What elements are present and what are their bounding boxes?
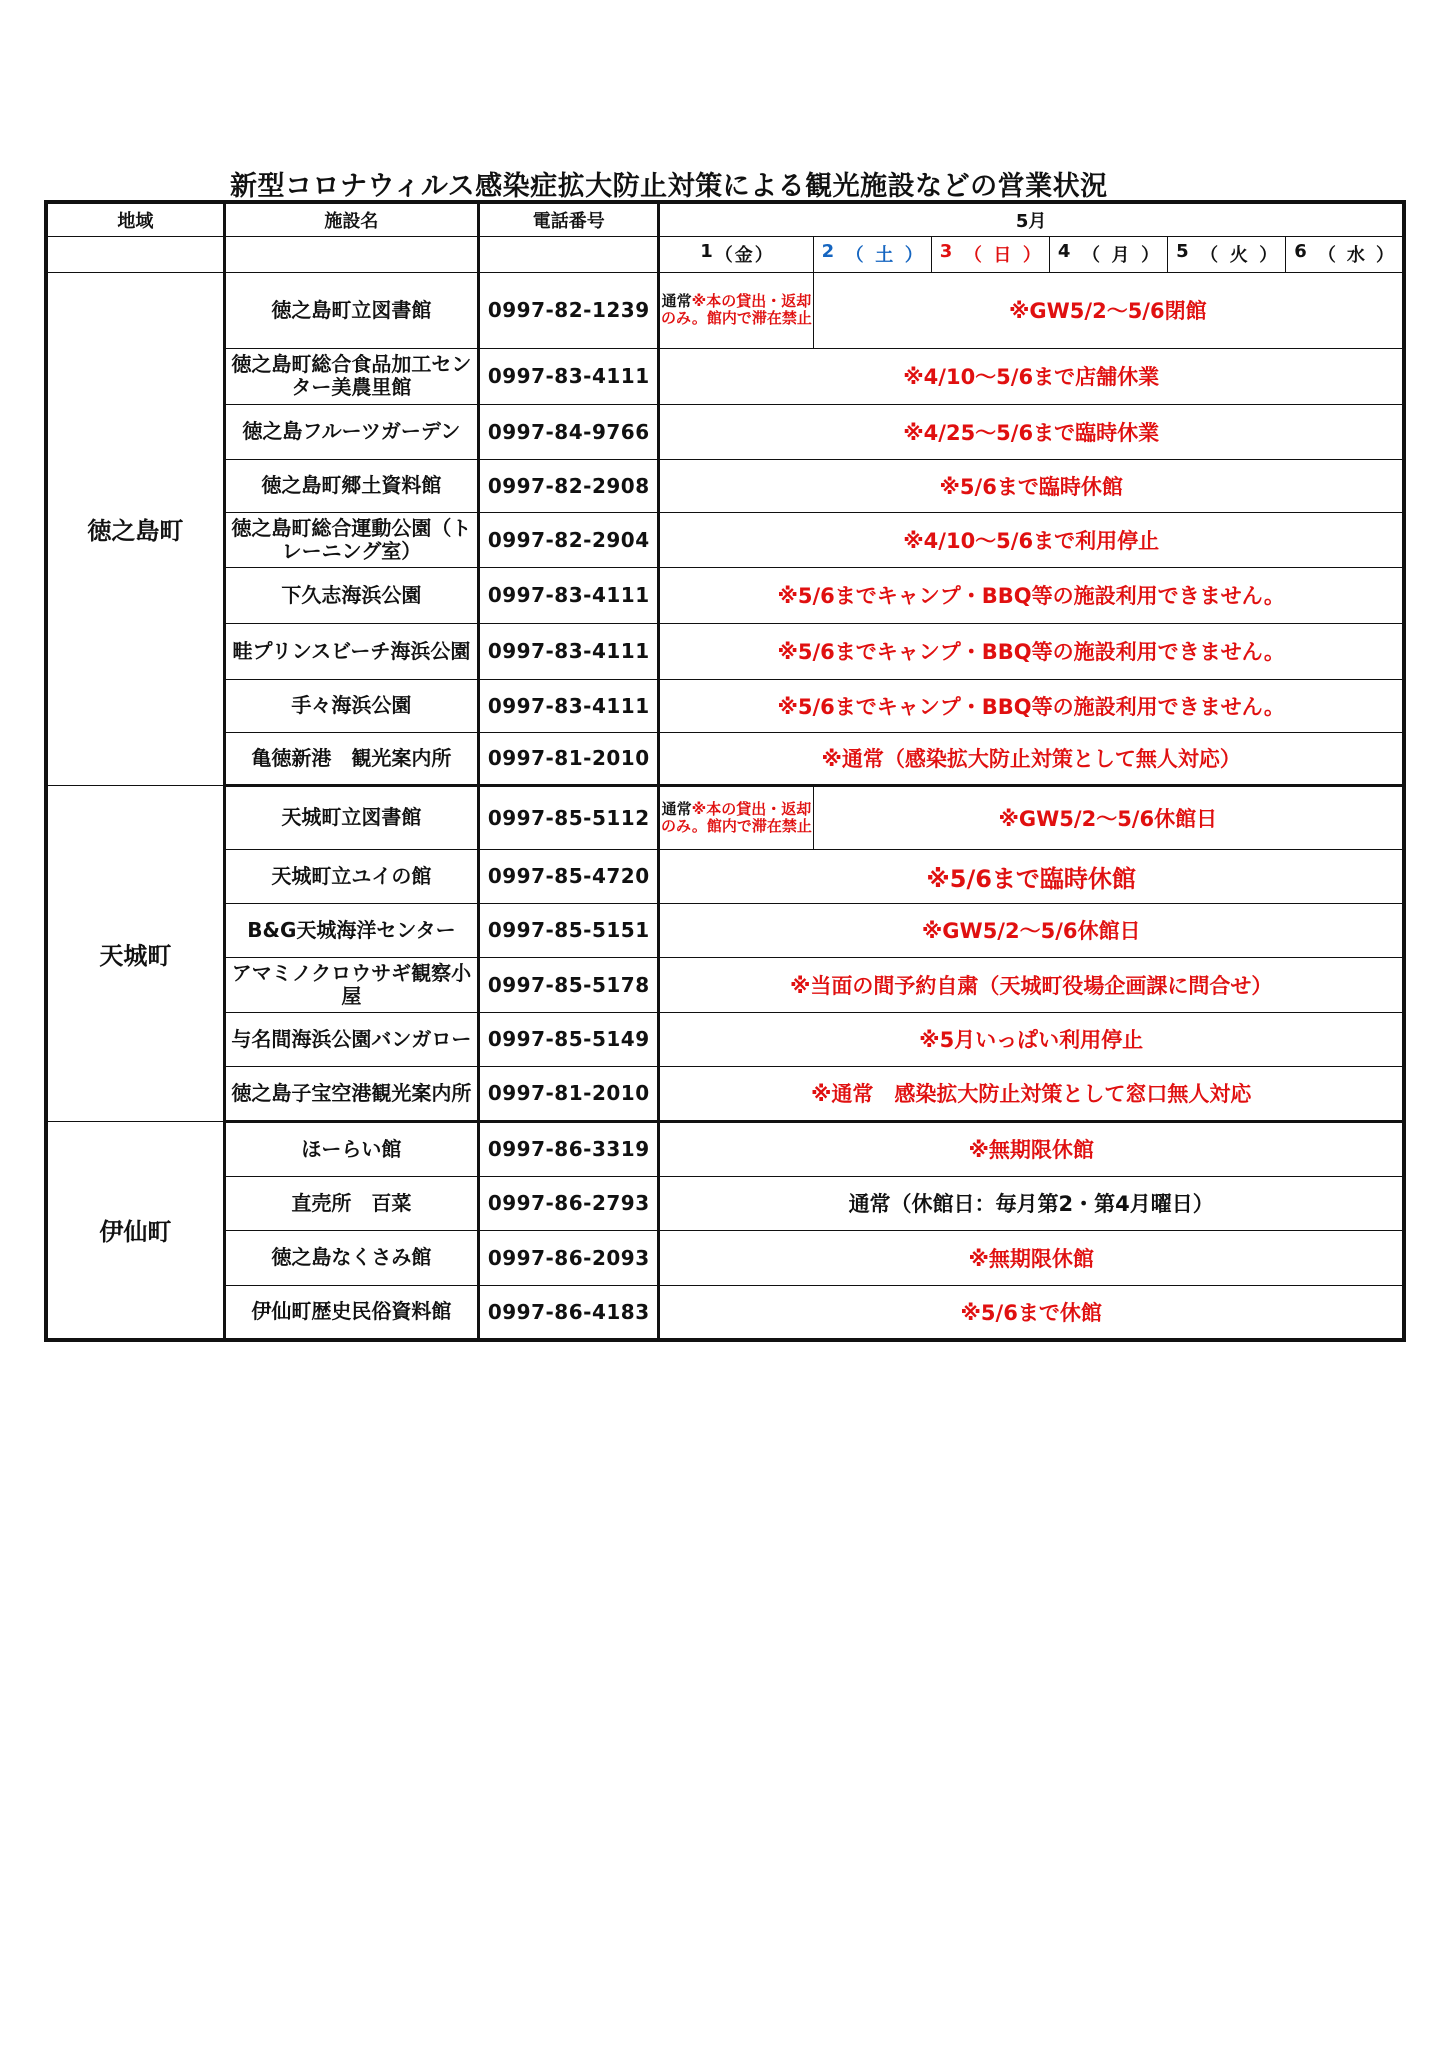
facility-name: 天城町立図書館 [224, 785, 478, 849]
facility-name: 下久志海浜公園 [224, 567, 478, 623]
status-text: ※5/6まで臨時休館 [659, 849, 1404, 903]
region-amagi: 天城町 [46, 785, 224, 1121]
table-row [46, 348, 1404, 404]
phone-number: 0997-83-4111 [479, 567, 659, 623]
facility-name: 手々海浜公園 [224, 679, 478, 732]
phone-number: 0997-85-5178 [479, 957, 659, 1012]
day-1: 1 （ 金 ） [659, 236, 813, 272]
phone-number: 0997-83-4111 [479, 679, 659, 732]
day1-note: 通常※本の貸出・返却のみ。館内で滞在禁止 [659, 272, 813, 348]
facility-name: 徳之島町郷土資料館 [224, 459, 478, 512]
day-3: 3 （ 日 ） [931, 236, 1049, 272]
phone-number: 0997-81-2010 [479, 1066, 659, 1121]
facility-name: 伊仙町歴史民俗資料館 [224, 1285, 478, 1340]
table-row [46, 1176, 1404, 1230]
facility-name: 徳之島フルーツガーデン [224, 404, 478, 459]
status-text: ※GW5/2～5/6休館日 [659, 903, 1404, 957]
status-text: ※5月いっぱい利用停止 [659, 1012, 1404, 1066]
facility-name: 徳之島町総合運動公園（トレーニング室） [224, 512, 478, 567]
facility-name: 亀徳新港 観光案内所 [224, 732, 478, 785]
facility-status-table [44, 200, 1406, 1342]
status-text: ※4/25～5/6まで臨時休業 [659, 404, 1404, 459]
phone-number: 0997-85-5149 [479, 1012, 659, 1066]
phone-number: 0997-82-2908 [479, 459, 659, 512]
header-region: 地域 [46, 202, 224, 236]
phone-number: 0997-85-5112 [479, 785, 659, 849]
day1-note: 通常※本の貸出・返却のみ。館内で滞在禁止 [659, 785, 813, 849]
phone-number: 0997-81-2010 [479, 732, 659, 785]
table-row [46, 903, 1404, 957]
status-text: ※通常（感染拡大防止対策として無人対応） [659, 732, 1404, 785]
status-text: ※通常 感染拡大防止対策として窓口無人対応 [659, 1066, 1404, 1121]
day-header-row [46, 236, 1404, 272]
phone-number: 0997-86-3319 [479, 1121, 659, 1176]
facility-name: 与名間海浜公園バンガロー [224, 1012, 478, 1066]
table-row [46, 1012, 1404, 1066]
status-text: ※GW5/2～5/6閉館 [813, 272, 1404, 348]
day-4: 4 （ 月 ） [1049, 236, 1167, 272]
phone-number: 0997-83-4111 [479, 623, 659, 679]
day-5: 5 （ 火 ） [1168, 236, 1286, 272]
table-row [46, 1230, 1404, 1285]
status-text: ※5/6までキャンプ・BBQ等の施設利用できません。 [659, 623, 1404, 679]
table-row [46, 679, 1404, 732]
header-facility: 施設名 [224, 202, 478, 236]
facility-name: 徳之島町立図書館 [224, 272, 478, 348]
region-tokunoshima: 徳之島町 [46, 272, 224, 785]
table-row [46, 623, 1404, 679]
table-row [46, 1285, 1404, 1340]
phone-number: 0997-82-2904 [479, 512, 659, 567]
phone-number: 0997-83-4111 [479, 348, 659, 404]
table-row [46, 1066, 1404, 1121]
table-row [46, 512, 1404, 567]
table-row [46, 732, 1404, 785]
facility-name: 直売所 百菜 [224, 1176, 478, 1230]
phone-number: 0997-85-4720 [479, 849, 659, 903]
table-row [46, 404, 1404, 459]
page-title: 新型コロナウィルス感染症拡大防止対策による観光施設などの営業状況 [230, 171, 1108, 202]
table-row [46, 957, 1404, 1012]
table-row [46, 849, 1404, 903]
table-row [46, 1121, 1404, 1176]
status-text: ※5/6までキャンプ・BBQ等の施設利用できません。 [659, 567, 1404, 623]
facility-name: アマミノクロウサギ観察小屋 [224, 957, 478, 1012]
phone-number: 0997-86-2793 [479, 1176, 659, 1230]
facility-name: ほーらい館 [224, 1121, 478, 1176]
facility-name: 天城町立ユイの館 [224, 849, 478, 903]
region-isen: 伊仙町 [46, 1121, 224, 1340]
day-6: 6 （ 水 ） [1286, 236, 1404, 272]
status-text: ※無期限休館 [659, 1230, 1404, 1285]
phone-number: 0997-82-1239 [479, 272, 659, 348]
status-text: ※GW5/2～5/6休館日 [813, 785, 1404, 849]
table-row [46, 567, 1404, 623]
facility-name: 畦プリンスビーチ海浜公園 [224, 623, 478, 679]
header-row [46, 202, 1404, 236]
phone-number: 0997-85-5151 [479, 903, 659, 957]
status-text: ※5/6まで臨時休館 [659, 459, 1404, 512]
status-text: ※当面の間予約自粛（天城町役場企画課に問合せ） [659, 957, 1404, 1012]
status-text: ※4/10～5/6まで利用停止 [659, 512, 1404, 567]
status-text: ※5/6まで休館 [659, 1285, 1404, 1340]
header-month: 5月 [659, 202, 1404, 236]
day-2: 2 （ 土 ） [813, 236, 931, 272]
phone-number: 0997-86-4183 [479, 1285, 659, 1340]
table-row [46, 459, 1404, 512]
phone-number: 0997-86-2093 [479, 1230, 659, 1285]
header-phone: 電話番号 [479, 202, 659, 236]
facility-name: 徳之島なくさみ館 [224, 1230, 478, 1285]
facility-name: B&G天城海洋センター [224, 903, 478, 957]
status-text: 通常（休館日：毎月第2・第4月曜日） [659, 1176, 1404, 1230]
status-text: ※4/10～5/6まで店舗休業 [659, 348, 1404, 404]
status-text: ※無期限休館 [659, 1121, 1404, 1176]
status-text: ※5/6までキャンプ・BBQ等の施設利用できません。 [659, 679, 1404, 732]
table-row [46, 785, 1404, 849]
facility-name: 徳之島町総合食品加工センター美農里館 [224, 348, 478, 404]
phone-number: 0997-84-9766 [479, 404, 659, 459]
table-row [46, 272, 1404, 348]
facility-name: 徳之島子宝空港観光案内所 [224, 1066, 478, 1121]
